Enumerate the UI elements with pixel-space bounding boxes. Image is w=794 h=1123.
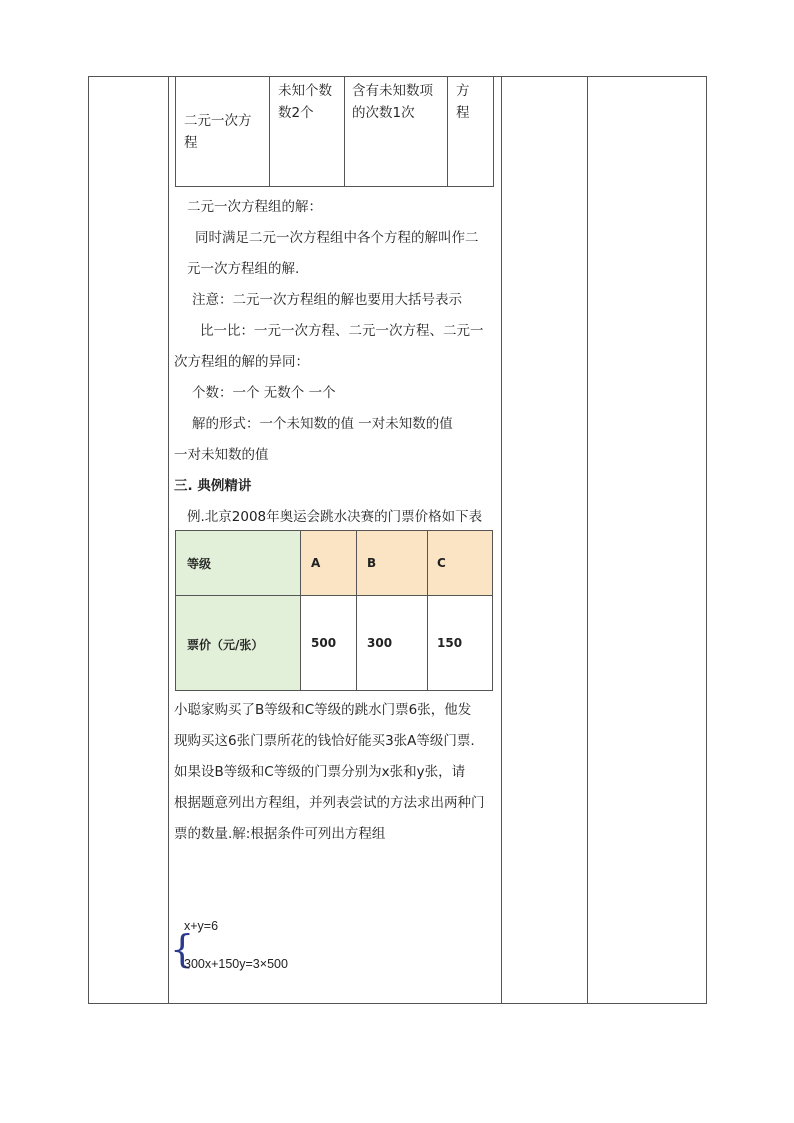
problem-line: 如果设B等级和C等级的门票分别为x张和y张，请	[174, 764, 466, 780]
text-line: 元一次方程组的解.	[187, 261, 300, 277]
table-cell	[428, 596, 492, 690]
text-line: 一对未知数的值	[174, 447, 269, 463]
section-heading: 三. 典例精讲	[174, 478, 252, 494]
cell-label: 等级	[187, 557, 212, 571]
problem-line: 小聪家购买了B等级和C等级的跳水门票6张，他发	[174, 702, 472, 718]
column-divider-1	[168, 77, 169, 1003]
left-brace-icon: {	[170, 927, 195, 971]
text-line: 比一比：一元一次方程、二元一次方程、二元一	[200, 323, 484, 339]
cell-label: 票价（元/张）	[187, 638, 264, 652]
cell-divider	[269, 76, 270, 186]
cell-value: 300	[367, 636, 393, 650]
table-cell-type: 二元一次方程	[184, 113, 252, 151]
text-line: 二元一次方程组的解：	[187, 199, 322, 215]
table-header-cell	[357, 531, 428, 596]
example-line: 例.北京2008年奥运会跳水决赛的门票价格如下表	[187, 509, 483, 525]
column-divider-3	[587, 77, 588, 1003]
table-header-cell	[428, 531, 492, 596]
cell-label: C	[437, 556, 446, 570]
text-line: 个数：一个 无数个 一个	[192, 385, 336, 401]
problem-line: 票的数量.解:根据条件可列出方程组	[174, 826, 386, 842]
table-cell-equation: 方程	[456, 83, 470, 121]
problem-line: 根据题意列出方程组，并列表尝试的方法求出两种门	[174, 795, 485, 811]
cell-divider	[344, 76, 345, 186]
text-line: 同时满足二元一次方程组中各个方程的解叫作二	[195, 230, 479, 246]
cell-divider	[447, 76, 448, 186]
table-header-cell	[301, 531, 357, 596]
equation-1: x+y=6	[184, 919, 219, 933]
text-line: 解的形式：一个未知数的值 一对未知数的值	[192, 416, 453, 432]
table-header-cell	[176, 531, 301, 596]
equation-2: 300x+150y=3×500	[184, 957, 288, 971]
cell-label: A	[311, 556, 321, 570]
column-divider-2	[501, 77, 502, 1003]
table-cell	[301, 596, 357, 690]
cell-value: 150	[437, 636, 463, 650]
table-cell	[357, 596, 428, 690]
problem-line: 现购买这6张门票所花的钱恰好能买3张A等级门票.	[174, 733, 475, 749]
table-cell-degree: 含有未知数项的次数1次	[352, 83, 433, 121]
cell-value: 500	[311, 636, 337, 650]
note-line: 注意：二元一次方程组的解也要用大括号表示	[192, 292, 462, 308]
text-line: 次方程组的解的异同：	[174, 354, 309, 370]
table-cell-unknowns: 未知个数数2个	[278, 83, 332, 121]
table-row-label	[176, 596, 301, 690]
cell-label: B	[367, 556, 377, 570]
ticket-price-table	[175, 530, 493, 691]
